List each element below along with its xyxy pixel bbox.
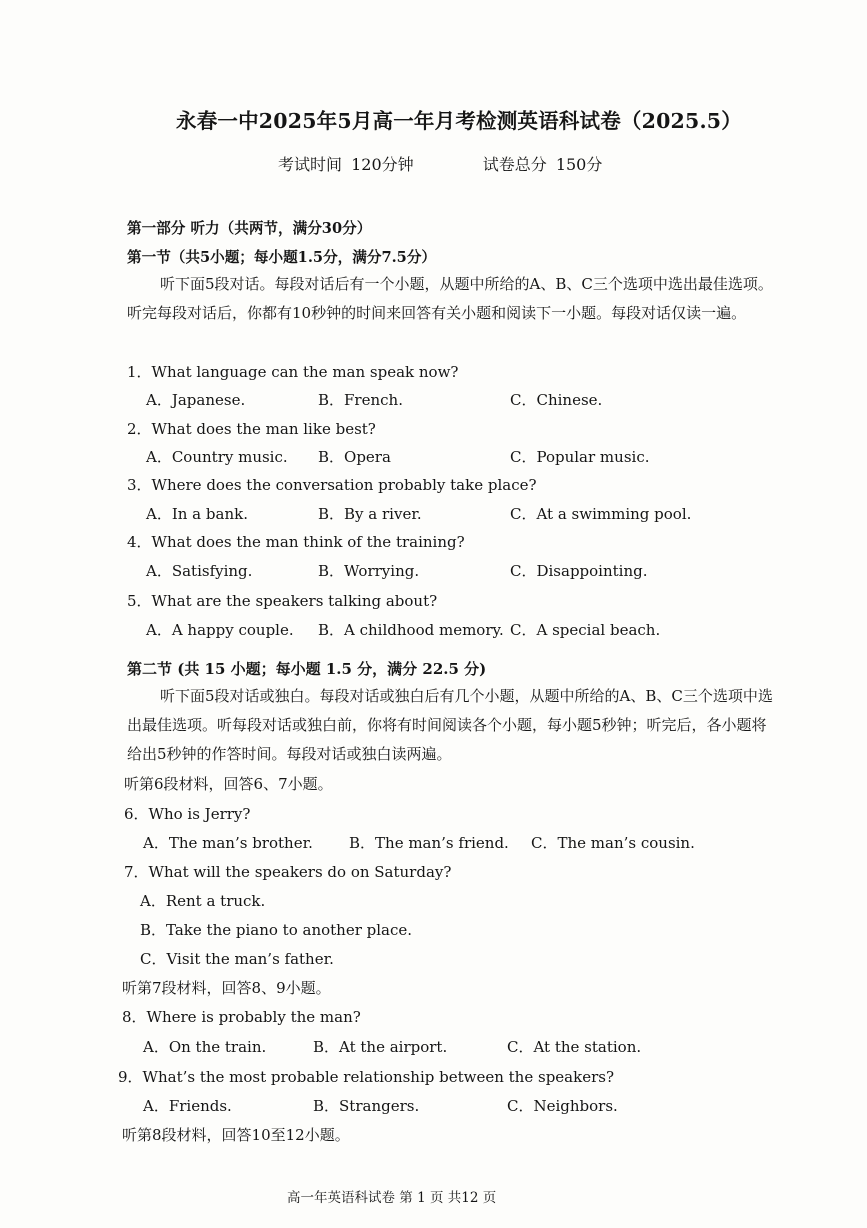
q2-option-c: C．Popular music. (510, 448, 650, 466)
q8-option-c: C．At the station. (507, 1038, 642, 1056)
question-6: 6．Who is Jerry? (124, 805, 251, 823)
question-1: 1．What language can the man speak now? (127, 363, 459, 381)
q8-option-a: A．On the train. (143, 1038, 267, 1056)
q2-option-b: B．Opera (318, 448, 391, 466)
q4-option-a: A．Satisfying. (146, 562, 253, 580)
q3-option-c: C．At a swimming pool. (510, 505, 692, 523)
q5-option-b: B．A childhood memory. (318, 621, 504, 639)
page-title: 永春一中2025年5月高一年月考检测英语科试卷（2025.5） (176, 109, 742, 133)
q7-option-c: C．Visit the man’s father. (140, 950, 334, 968)
q6-option-c: C．The man’s cousin. (531, 834, 695, 852)
q7-option-b: B．Take the piano to another place. (140, 921, 413, 939)
question-3: 3．Where does the conversation probably take place? (127, 476, 537, 494)
section2-heading: 第二节 (共 15 小题；每小题 1.5 分，满分 22.5 分) (127, 660, 487, 678)
section1-instructions: 听下面5段对话。每段对话后有一个小题，从题中所给的A、B、C三个选项中选出最佳选项。听完每段对话后，你都有10秒钟的时间来回答有关小题和阅读下一小题。每段对话仅读一遍。 (127, 275, 773, 322)
q8-option-b: B．At the airport. (313, 1038, 448, 1056)
question-9: 9．What’s the most probable relationship between the speakers? (118, 1068, 614, 1086)
question-8: 8．Where is probably the man? (122, 1008, 361, 1026)
section1-heading: 第一节（共5小题；每小题1.5分，满分7.5分） (127, 249, 437, 266)
material-7-heading: 听第7段材料，回答8、9小题。 (122, 979, 331, 997)
q9-option-c: C．Neighbors. (507, 1097, 618, 1115)
material-8-heading: 听第8段材料，回答10至12小题。 (122, 1126, 350, 1144)
q3-option-b: B．By a river. (318, 505, 422, 523)
exam-time: 考试时间 120分钟 (278, 155, 414, 174)
q6-option-a: A．The man’s brother. (143, 834, 313, 852)
q3-option-a: A．In a bank. (146, 505, 248, 523)
q1-option-a: A．Japanese. (146, 391, 246, 409)
q5-option-a: A．A happy couple. (146, 621, 294, 639)
part1-heading: 第一部分 听力（共两节，满分30分） (127, 220, 372, 237)
q4-option-b: B．Worrying. (318, 562, 420, 580)
q2-option-a: A．Country music. (146, 448, 288, 466)
q6-option-b: B．The man’s friend. (349, 834, 509, 852)
q7-option-a: A．Rent a truck. (140, 892, 266, 910)
section2-instructions: 听下面5段对话或独白。每段对话或独白后有几个小题，从题中所给的A、B、C三个选项中选出最佳选项。听每段对话或独白前，你将有时间阅读各个小题，每小题5秒钟；听完后，各小题将给出5秒钟的作答时间。每段对话或独白读两遍。 (127, 687, 773, 763)
total-score: 试卷总分 150分 (482, 155, 603, 174)
q5-option-c: C．A special beach. (510, 621, 661, 639)
exam-info (278, 152, 662, 175)
question-7: 7．What will the speakers do on Saturday? (124, 863, 452, 881)
question-4: 4．What does the man think of the training? (127, 533, 465, 551)
q1-option-c: C．Chinese. (510, 391, 603, 409)
q4-option-c: C．Disappointing. (510, 562, 648, 580)
q9-option-a: A．Friends. (143, 1097, 232, 1115)
q1-option-b: B．French. (318, 391, 403, 409)
question-5: 5．What are the speakers talking about? (127, 592, 438, 610)
question-2: 2．What does the man like best? (127, 420, 376, 438)
page-footer: 高一年英语科试卷 第 1 页 共12 页 (287, 1190, 497, 1206)
material-6-heading: 听第6段材料，回答6、7小题。 (124, 775, 333, 793)
q9-option-b: B．Strangers. (313, 1097, 420, 1115)
